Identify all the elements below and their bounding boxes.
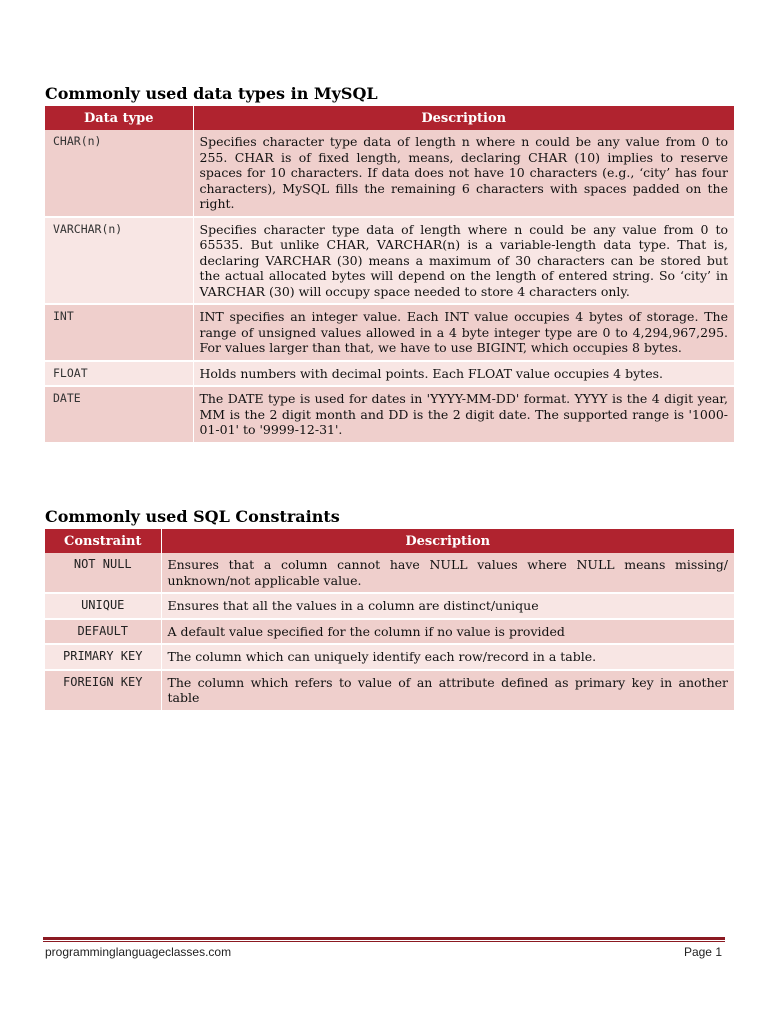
datatypes-header-description: Description [193,106,734,130]
datatype-description: Holds numbers with decimal points. Each FLOAT value occupies 4 bytes. [193,361,734,387]
datatypes-header-type: Data type [45,106,193,130]
constraint-description: The column which refers to value of an attribute defined as primary key in another table [161,670,734,711]
constraint-description: Ensures that a column cannot have NULL values where NULL means missing/ unknown/not applicable value. [161,553,734,593]
constraint-name: NOT NULL [45,553,161,593]
constraint-description: A default value specified for the column if no value is provided [161,619,734,645]
table-row [45,304,734,361]
footer-divider [43,937,725,940]
datatype-name: DATE [45,386,193,443]
datatypes-table [45,106,734,444]
constraint-name: DEFAULT [45,619,161,645]
page-number: Page 1 [683,945,722,959]
constraints-header-description: Description [161,529,734,553]
datatype-description: INT specifies an integer value. Each INT value occupies 4 bytes of storage. The range of unsigned values allowed in a 4 byte integer type are 0 to 4,294,967,295. For values larger than that, we have to use BIGINT, which occupies 8 bytes. [193,304,734,361]
constraint-description: Ensures that all the values in a column are distinct/unique [161,593,734,619]
constraint-name: UNIQUE [45,593,161,619]
table-row [45,553,734,593]
table-row [45,593,734,619]
table-row [45,130,734,217]
constraints-header-constraint: Constraint [45,529,161,553]
constraints-table [45,529,734,712]
constraints-title: Commonly used SQL Constraints [45,507,340,526]
datatype-description: The DATE type is used for dates in 'YYYY-MM-DD' format. YYYY is the 4 digit year, MM is the 2 digit month and DD is the 2 digit date. The supported range is '1000-01-01' to '9999-12-31'. [193,386,734,443]
datatype-description: Specifies character type data of length n where n could be any value from 0 to 255. CHAR is of fixed length, means, declaring CHAR (10) implies to reserve spaces for 10 characters. If data does not have 10 characters (e.g., ‘city’ has four characters), MySQL fills the remaining 6 characters with spaces padded on the right. [193,130,734,217]
datatype-name: VARCHAR(n) [45,217,193,305]
table-row [45,619,734,645]
datatype-name: CHAR(n) [45,130,193,217]
datatype-name: INT [45,304,193,361]
datatype-description: Specifies character type data of length where n could be any value from 0 to 65535. But unlike CHAR, VARCHAR(n) is a variable-length data type. That is, declaring VARCHAR (30) means a maximum of 30 characters can be stored but the actual allocated bytes will depend on the length of entered string. So ‘city’ in VARCHAR (30) will occupy space needed to store 4 characters only. [193,217,734,305]
table-row [45,670,734,711]
table-row [45,361,734,387]
table-row [45,644,734,670]
footer-divider-thin [43,941,725,942]
constraint-name: FOREIGN KEY [45,670,161,711]
datatypes-title: Commonly used data types in MySQL [45,84,378,103]
table-row [45,217,734,305]
constraint-description: The column which can uniquely identify each row/record in a table. [161,644,734,670]
table-row [45,386,734,443]
footer-site: programminglanguageclasses.com [45,945,232,959]
constraint-name: PRIMARY KEY [45,644,161,670]
datatype-name: FLOAT [45,361,193,387]
